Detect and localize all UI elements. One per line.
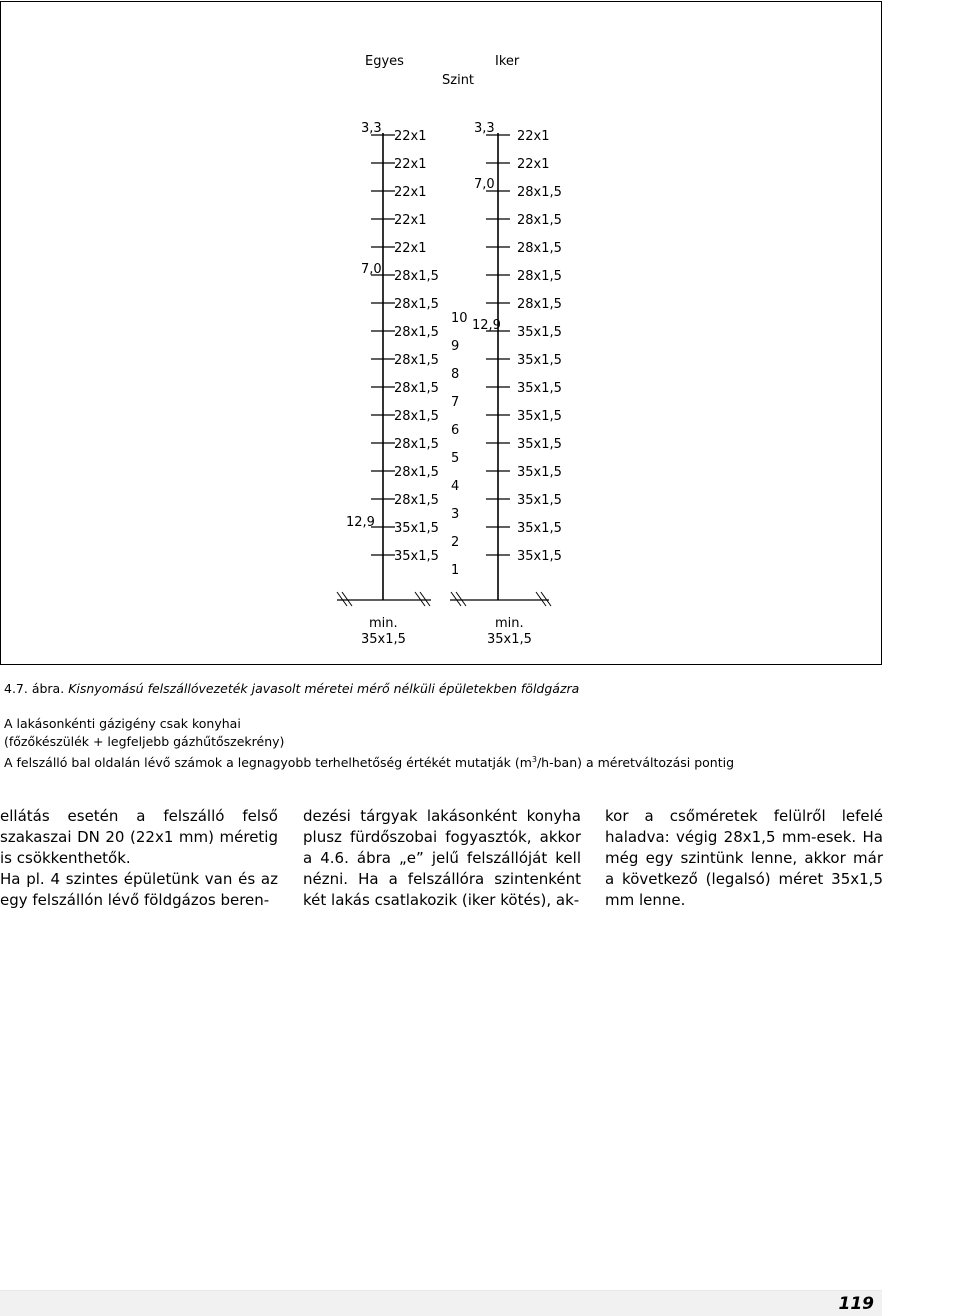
pipe-size-label: 28x1,5: [394, 297, 439, 312]
figure-number: 4.7. ábra.: [4, 681, 65, 696]
level-number: 8: [451, 367, 460, 382]
figure-frame: [0, 1, 882, 665]
figure-caption: [4, 681, 579, 696]
note-line-1: A lakásonkénti gázigény csak konyhai: [4, 716, 241, 731]
level-number: 7: [451, 395, 460, 410]
pipe-size-label: 22x1: [394, 157, 427, 172]
pipe-size-label: 28x1,5: [394, 437, 439, 452]
level-number: 1: [451, 563, 460, 578]
pipe-size-label: 28x1,5: [394, 409, 439, 424]
pipe-size-label: 28x1,5: [517, 185, 562, 200]
body-paragraph: kor a csőméretek felülről lefelé haladva: végig 28x1,5 mm-esek. Ha még egy szintünk lenne, akkor már a következő (legalsó) méret 35x1,5 mm lenne.: [605, 807, 883, 909]
twin-min-size: 35x1,5: [487, 632, 532, 647]
pipe-size-label: 28x1,5: [517, 297, 562, 312]
pipe-size-label: 22x1: [394, 185, 427, 200]
single-min-size: 35x1,5: [361, 632, 406, 647]
pipe-size-label: 28x1,5: [394, 325, 439, 340]
single-ground-symbol: [337, 592, 431, 606]
level-number: 6: [451, 423, 460, 438]
body-paragraph: Ha pl. 4 szintes épületünk van és az egy felszállón lévő földgázos beren-: [0, 870, 278, 909]
pipe-size-label: 35x1,5: [517, 465, 562, 480]
body-paragraph: ellátás esetén a felszálló felső szakaszai DN 20 (22x1 mm) méretig is csökkenthetők.: [0, 807, 278, 867]
pipe-size-label: 28x1,5: [394, 381, 439, 396]
riser-diagram: [1, 2, 883, 666]
figure-title: Kisnyomású felszállóvezeték javasolt méretei mérő nélküli épületekben földgázra: [68, 681, 580, 696]
page-footer: [0, 1290, 882, 1316]
note-line-3: A felszálló bal oldalán lévő számok a legnagyobb terhelhetőség értékét mutatják $(m^3/h-ban)$ a méretváltozási pontig: [4, 755, 735, 771]
single-mid-capacity: 7,0: [361, 262, 382, 277]
level-numbers: [451, 311, 468, 578]
level-number: 10: [451, 311, 468, 326]
header-twin: Iker: [495, 54, 520, 69]
twin-bottom-capacity: 12,9: [472, 318, 501, 333]
pipe-size-label: 35x1,5: [517, 409, 562, 424]
pipe-size-label: 22x1: [517, 129, 550, 144]
level-number: 4: [451, 479, 460, 494]
body-column-1: [0, 806, 278, 911]
single-bottom-capacity: 12,9: [346, 515, 375, 530]
pipe-size-label: 35x1,5: [517, 325, 562, 340]
twin-mid-capacity: 7,0: [474, 177, 495, 192]
twin-top-capacity: 3,3: [474, 121, 495, 136]
pipe-size-label: 35x1,5: [517, 549, 562, 564]
pipe-size-label: 35x1,5: [517, 353, 562, 368]
pipe-size-label: 35x1,5: [517, 381, 562, 396]
level-number: 3: [451, 507, 460, 522]
body-paragraph: dezési tárgyak lakásonként konyha plusz fürdőszobai fogyasztók, akkor a 4.6. ábra „e” jelű felszállóját kell nézni. Ha a felszállóra szintenként két lakás csatlakozik (iker kötés), ak-: [303, 807, 581, 909]
pipe-size-label: 35x1,5: [517, 493, 562, 508]
pipe-size-label: 28x1,5: [517, 241, 562, 256]
twin-ground-symbol: [450, 592, 551, 606]
body-column-2: [303, 806, 581, 911]
pipe-size-label: 28x1,5: [394, 465, 439, 480]
body-column-3: [605, 806, 883, 911]
single-riser-sizes: [394, 129, 439, 564]
page-number: 119: [838, 1294, 874, 1314]
header-level: Szint: [442, 73, 475, 88]
pipe-size-label: 28x1,5: [394, 269, 439, 284]
pipe-size-label: 28x1,5: [394, 353, 439, 368]
note-line-2: (főzőkészülék + legfeljebb gázhűtőszekrény): [4, 734, 285, 749]
single-min-label: min.: [369, 616, 398, 631]
twin-riser-sizes: [517, 129, 562, 564]
level-number: 2: [451, 535, 460, 550]
figure-notes: [4, 715, 734, 772]
pipe-size-label: 28x1,5: [394, 493, 439, 508]
pipe-size-label: 22x1: [517, 157, 550, 172]
header-single: Egyes: [365, 54, 404, 69]
twin-min-label: min.: [495, 616, 524, 631]
pipe-size-label: 22x1: [394, 213, 427, 228]
pipe-size-label: 35x1,5: [394, 549, 439, 564]
level-number: 5: [451, 451, 460, 466]
pipe-size-label: 28x1,5: [517, 213, 562, 228]
level-number: 9: [451, 339, 460, 354]
pipe-size-label: 22x1: [394, 129, 427, 144]
pipe-size-label: 22x1: [394, 241, 427, 256]
pipe-size-label: 35x1,5: [517, 437, 562, 452]
single-top-capacity: 3,3: [361, 121, 382, 136]
pipe-size-label: 35x1,5: [394, 521, 439, 536]
pipe-size-label: 28x1,5: [517, 269, 562, 284]
pipe-size-label: 35x1,5: [517, 521, 562, 536]
